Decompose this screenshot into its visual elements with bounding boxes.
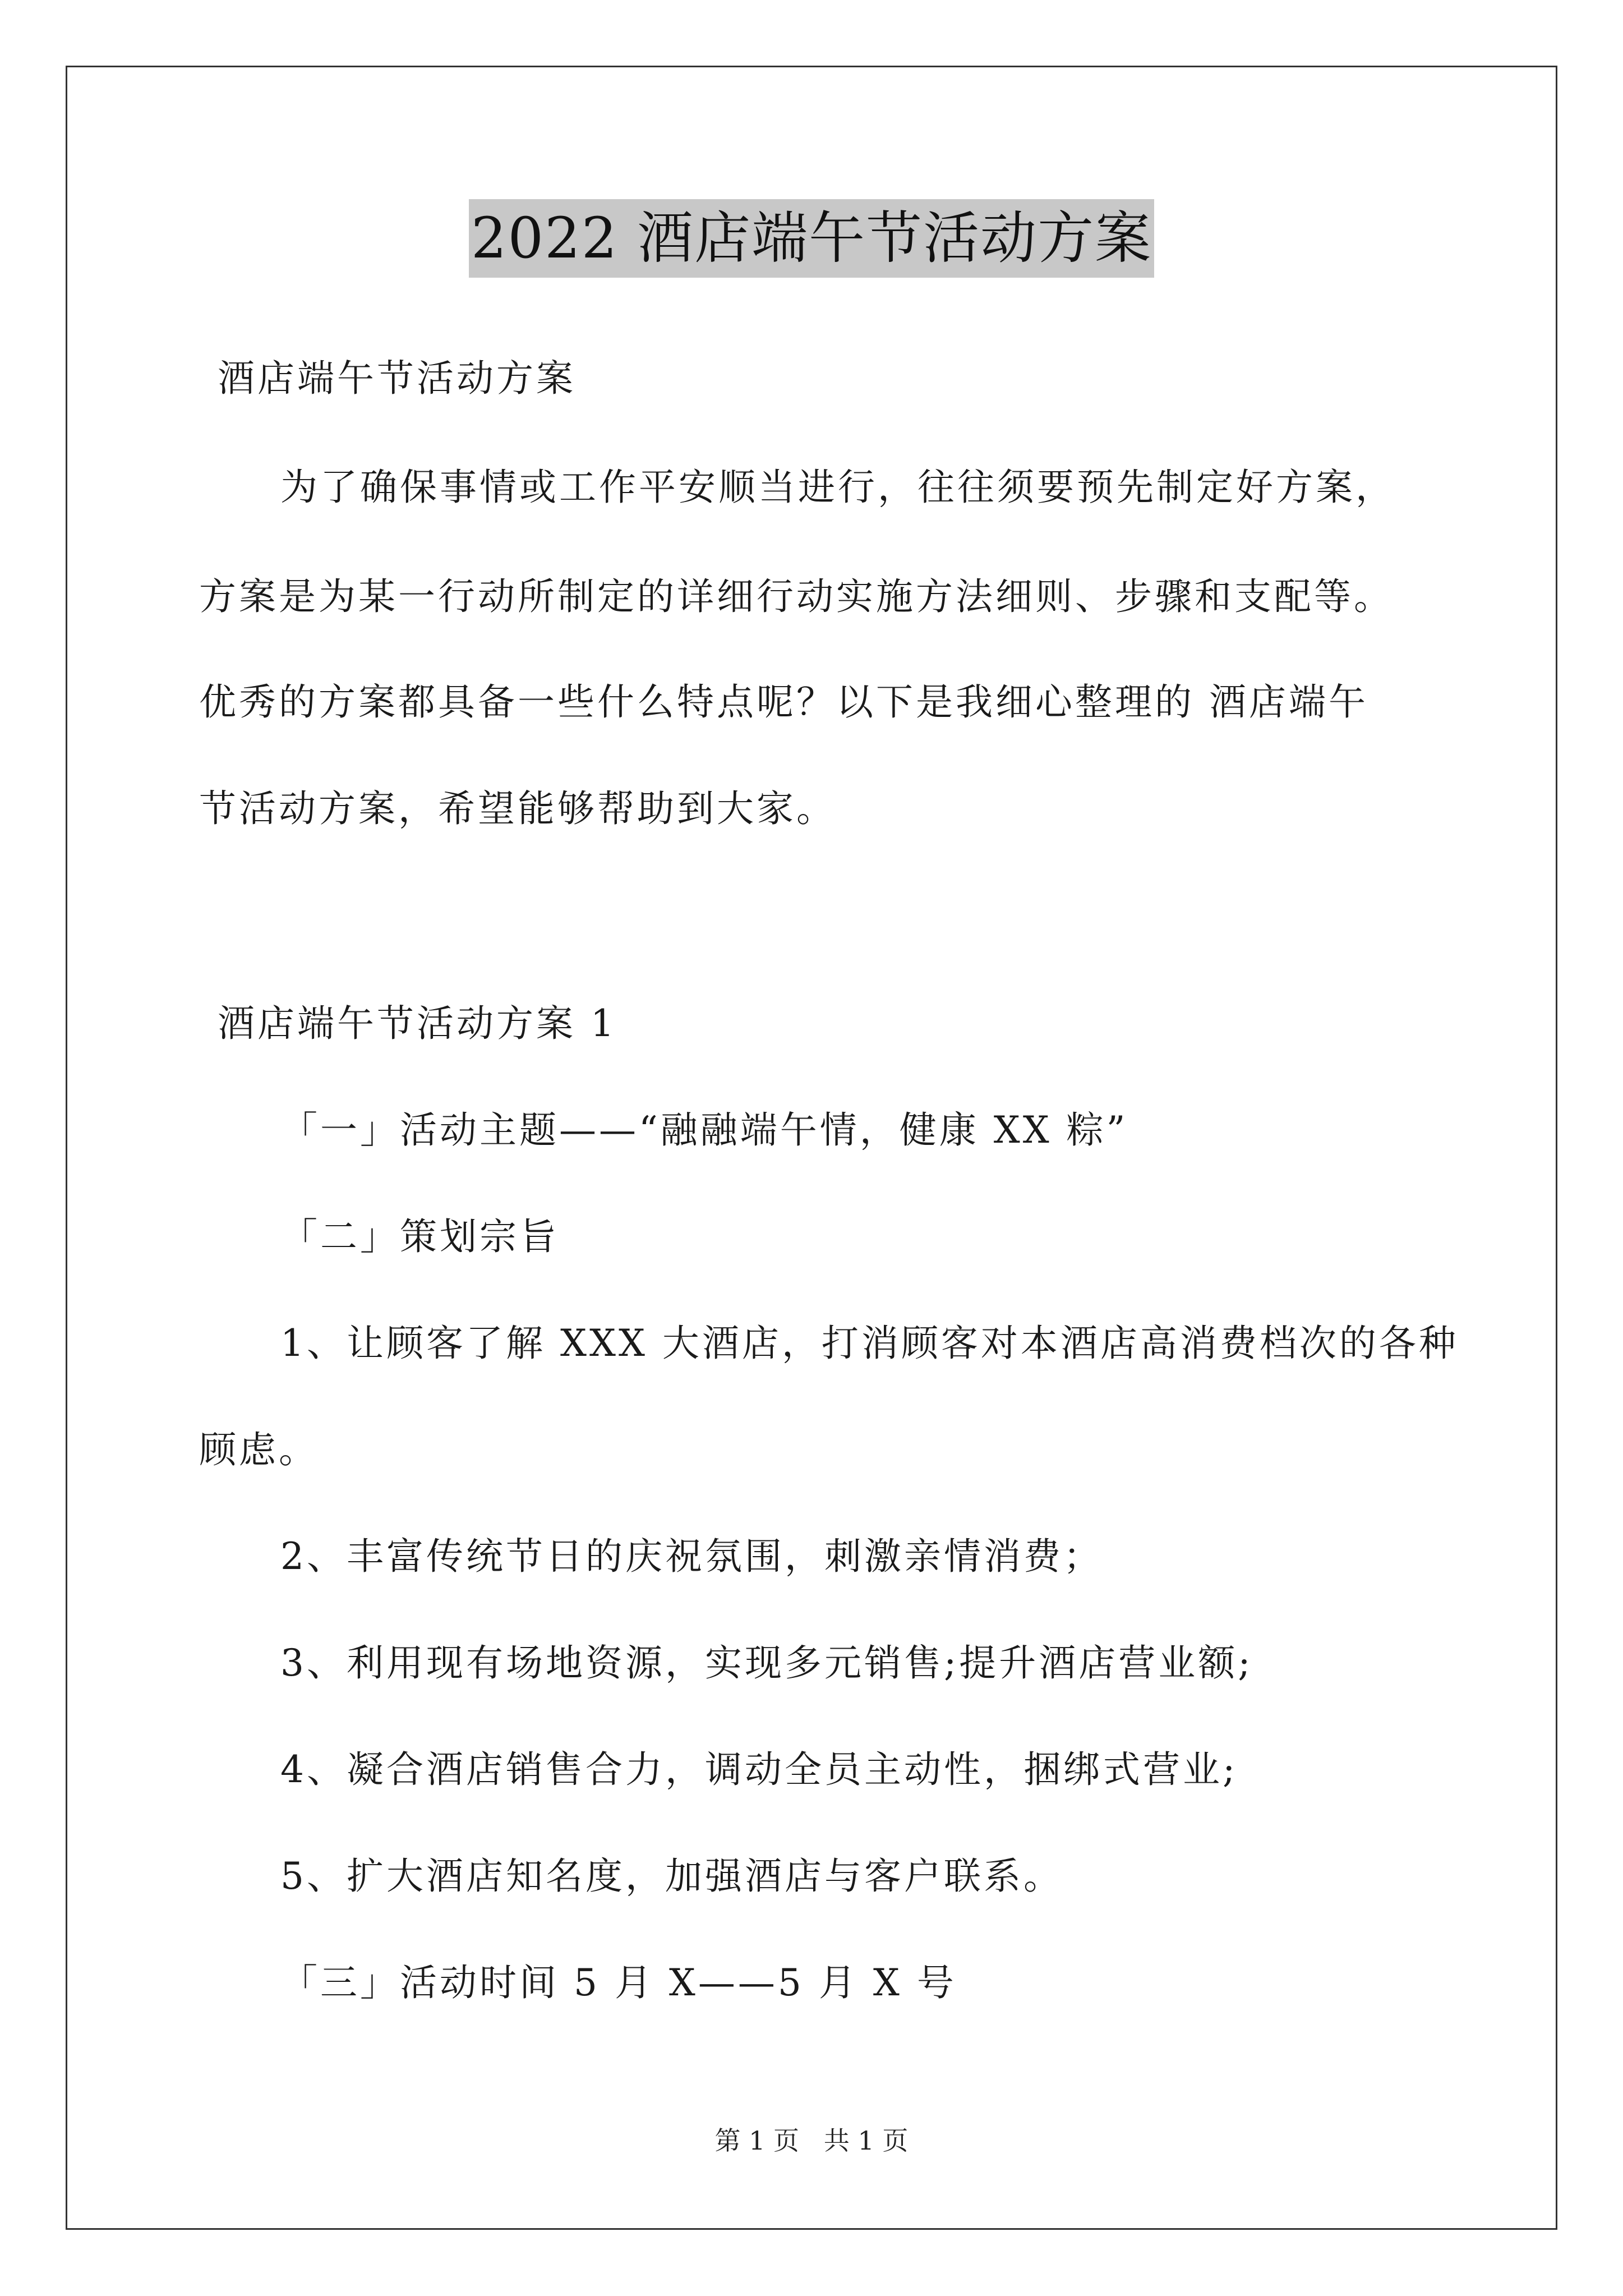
item-point-1-line-2: 顾虑。 (199, 1428, 319, 1471)
title-container (0, 199, 1623, 278)
document-subtitle: 酒店端午节活动方案 (218, 357, 576, 400)
page-footer: 第 1 页 共 1 页 (714, 2125, 909, 2156)
item-point-3: 3、利用现有场地资源，实现多元销售;提升酒店营业额; (280, 1641, 1253, 1685)
section-title: 酒店端午节活动方案 1 (218, 1002, 617, 1045)
intro-line-2: 方案是为某一行动所制定的详细行动实施方法细则、步骤和支配等。 (199, 575, 1394, 618)
intro-line-1: 为了确保事情或工作平安顺当进行，往往须要预先制定好方案， (280, 466, 1395, 509)
document-title: 2022 酒店端午节活动方案 (469, 199, 1154, 278)
item-purpose-heading: 「二」策划宗旨 (280, 1215, 559, 1258)
intro-line-3: 优秀的方案都具备一些什么特点呢？以下是我细心整理的 酒店端午 (199, 680, 1368, 724)
item-theme: 「一」活动主题——“融融端午情，健康 XX 粽” (280, 1108, 1128, 1152)
item-point-1-line-1: 1、让顾客了解 XXX 大酒店，打消顾客对本酒店高消费档次的各种 (280, 1322, 1459, 1365)
item-point-4: 4、凝合酒店销售合力，调动全员主动性，捆绑式营业; (280, 1748, 1238, 1791)
item-time: 「三」活动时间 5 月 X——5 月 X 号 (280, 1961, 957, 2004)
item-point-2: 2、丰富传统节日的庆祝氛围，刺激亲情消费； (280, 1535, 1103, 1578)
item-point-5: 5、扩大酒店知名度，加强酒店与客户联系。 (280, 1855, 1063, 1898)
intro-line-4: 节活动方案，希望能够帮助到大家。 (199, 787, 836, 830)
